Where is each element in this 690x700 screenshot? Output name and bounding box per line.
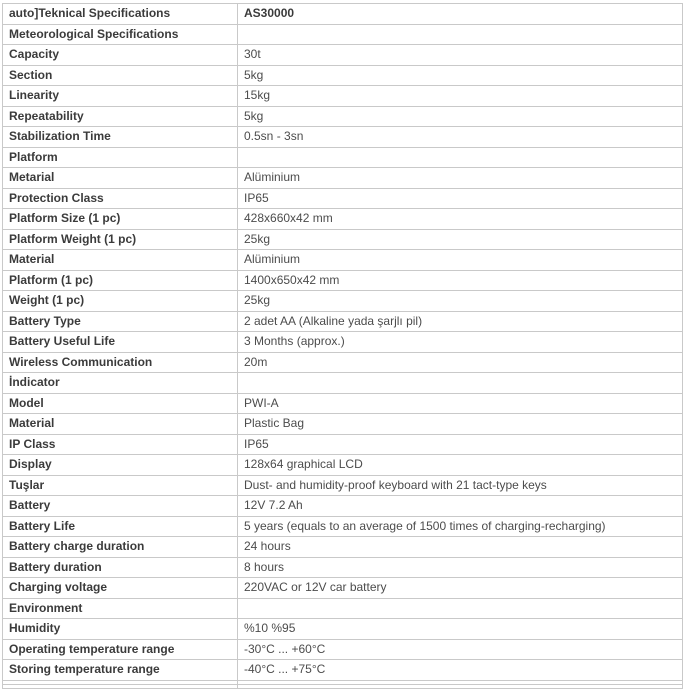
spec-value-cell: Alüminium [238,168,683,189]
table-row [3,352,683,373]
table-row [3,24,683,45]
spec-value-cell: -30°C ... +60°C [238,639,683,660]
spec-label-cell: Platform [3,147,238,168]
table-row [3,332,683,353]
table-row [3,557,683,578]
spec-value-cell: 5 years (equals to an average of 1500 times of charging-recharging) [238,516,683,537]
spec-label-cell: Battery Useful Life [3,332,238,353]
spec-value-cell: 25kg [238,291,683,312]
table-row [3,45,683,66]
spec-label-cell: Battery charge duration [3,537,238,558]
spec-label-cell: Repeatability [3,106,238,127]
table-row [3,270,683,291]
spec-label-cell: Platform Size (1 pc) [3,209,238,230]
table-row [3,147,683,168]
spec-value-cell [238,147,683,168]
spec-label-cell: Operating temperature range [3,639,238,660]
spec-value-cell [238,598,683,619]
spec-value-cell: IP65 [238,188,683,209]
table-row [3,311,683,332]
spec-value-cell: %10 %95 [238,619,683,640]
spec-label-cell: Environment [3,598,238,619]
spec-label-cell: Battery [3,496,238,517]
spec-value-cell: 24 hours [238,537,683,558]
spec-value-cell: 220VAC or 12V car battery [238,578,683,599]
table-row [3,65,683,86]
spec-label-cell: auto]Teknical Specifications [3,4,238,25]
spec-label-cell: Metarial [3,168,238,189]
table-row [3,86,683,107]
spec-value-cell: 20m [238,352,683,373]
spec-label-cell: Capacity [3,45,238,66]
table-row [3,619,683,640]
spec-label-cell: Stabilization Time [3,127,238,148]
spec-label-cell: Meteorological Specifications [3,24,238,45]
spec-label-cell: Platform Weight (1 pc) [3,229,238,250]
spec-label-cell: Battery Life [3,516,238,537]
spec-value-cell: Dust- and humidity-proof keyboard with 21 tact-type keys [238,475,683,496]
spacer-row [3,684,683,688]
table-row [3,537,683,558]
spec-label-cell: Linearity [3,86,238,107]
table-row [3,393,683,414]
table-row [3,516,683,537]
table-row [3,168,683,189]
table-row [3,660,683,681]
specifications-table-body [3,4,683,689]
table-row [3,127,683,148]
table-row [3,209,683,230]
table-row [3,373,683,394]
spec-label-cell: Charging voltage [3,578,238,599]
spec-label-cell: Tuşlar [3,475,238,496]
table-row [3,250,683,271]
specifications-table [2,3,683,689]
table-row [3,578,683,599]
spec-label-cell: İndicator [3,373,238,394]
table-row [3,106,683,127]
spec-value-cell: 5kg [238,106,683,127]
spec-value-cell: 0.5sn - 3sn [238,127,683,148]
table-row [3,496,683,517]
table-row [3,4,683,25]
spec-label-cell: Battery Type [3,311,238,332]
spec-value-cell: 1400x650x42 mm [238,270,683,291]
spec-value-cell [238,24,683,45]
spec-value-cell: 25kg [238,229,683,250]
spec-label-cell: Weight (1 pc) [3,291,238,312]
table-row [3,434,683,455]
spec-label-cell: Storing temperature range [3,660,238,681]
spec-value-cell: AS30000 [238,4,683,25]
spec-label-cell: Model [3,393,238,414]
spec-label-cell [3,684,238,688]
spec-value-cell: -40°C ... +75°C [238,660,683,681]
spec-value-cell: 30t [238,45,683,66]
spec-value-cell: IP65 [238,434,683,455]
spec-value-cell: Alüminium [238,250,683,271]
spec-label-cell: Material [3,414,238,435]
spec-value-cell: 12V 7.2 Ah [238,496,683,517]
spec-value-cell: 3 Months (approx.) [238,332,683,353]
spec-value-cell: Plastic Bag [238,414,683,435]
table-row [3,639,683,660]
spec-value-cell: 128x64 graphical LCD [238,455,683,476]
table-row [3,598,683,619]
spec-label-cell: Platform (1 pc) [3,270,238,291]
spec-value-cell [238,373,683,394]
spec-value-cell: 8 hours [238,557,683,578]
table-row [3,188,683,209]
spec-label-cell: Section [3,65,238,86]
spec-label-cell: Material [3,250,238,271]
spec-value-cell: 5kg [238,65,683,86]
spec-value-cell: 2 adet AA (Alkaline yada şarjlı pil) [238,311,683,332]
spec-label-cell: IP Class [3,434,238,455]
table-row [3,414,683,435]
spec-label-cell: Wireless Communication [3,352,238,373]
table-row [3,475,683,496]
table-row [3,229,683,250]
spec-label-cell: Protection Class [3,188,238,209]
spec-value-cell: 15kg [238,86,683,107]
table-row [3,455,683,476]
spec-value-cell [238,684,683,688]
spec-label-cell: Battery duration [3,557,238,578]
spec-value-cell: 428x660x42 mm [238,209,683,230]
spec-label-cell: Humidity [3,619,238,640]
table-row [3,291,683,312]
spec-label-cell: Display [3,455,238,476]
spec-value-cell: PWI-A [238,393,683,414]
